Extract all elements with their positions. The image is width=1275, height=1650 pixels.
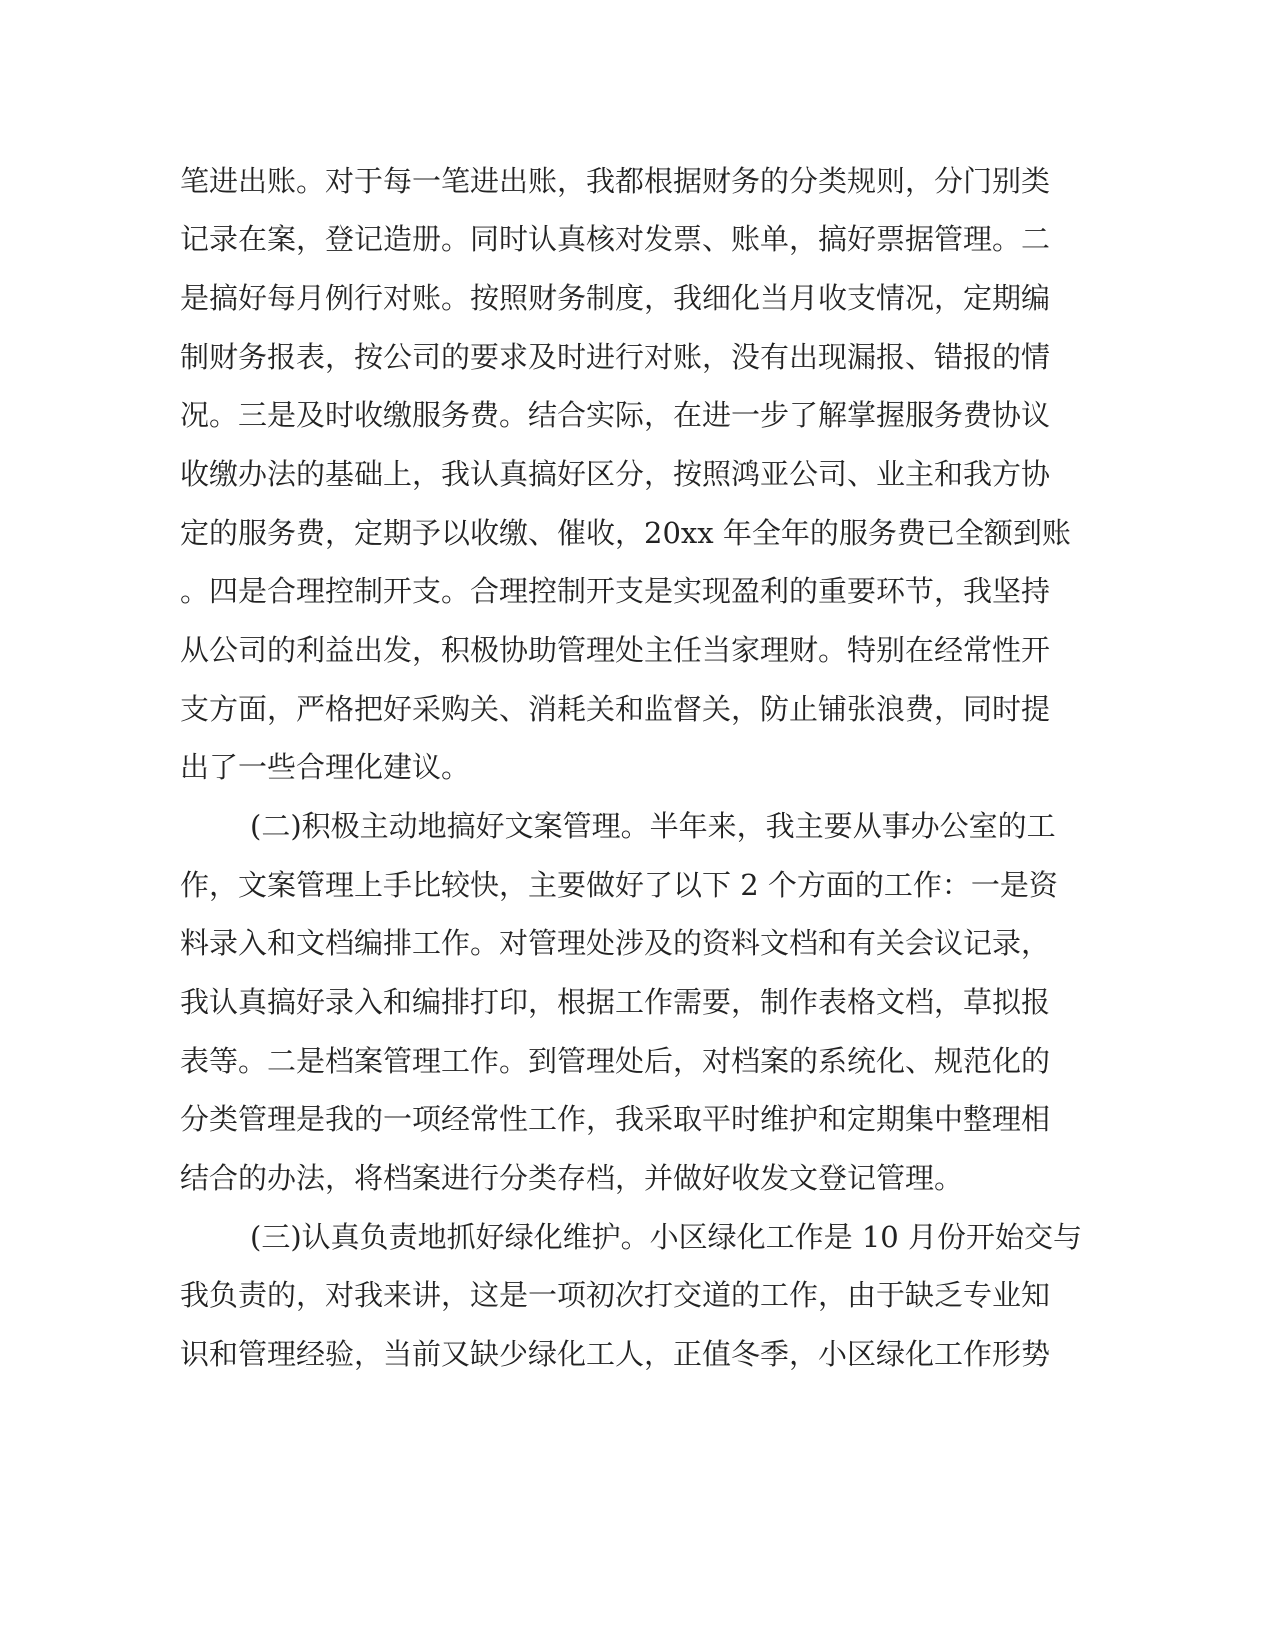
text-line: 识和管理经验，当前又缺少绿化工人，正值冬季，小区绿化工作形势 <box>180 1337 1051 1371</box>
text-line: 分类管理是我的一项经常性工作，我采取平时维护和定期集中整理相 <box>180 1102 1051 1136</box>
text-line: 作，文案管理上手比较快，主要做好了以下 2 个方面的工作：一是资 <box>180 868 1058 902</box>
text-line: 。四是合理控制开支。合理控制开支是实现盈利的重要环节，我坚持 <box>180 574 1051 608</box>
text-line: 况。三是及时收缴服务费。结合实际，在进一步了解掌握服务费协议 <box>180 398 1051 432</box>
text-line: 从公司的利益出发，积极协助管理处主任当家理财。特别在经常性开 <box>180 633 1051 667</box>
text-line: (三)认真负责地抓好绿化维护。小区绿化工作是 10 月份开始交与 <box>250 1220 1082 1254</box>
text-line: 笔进出账。对于每一笔进出账，我都根据财务的分类规则，分门别类 <box>180 164 1051 198</box>
text-line: 记录在案，登记造册。同时认真核对发票、账单，搞好票据管理。二 <box>180 222 1051 256</box>
text-line: 我认真搞好录入和编排打印，根据工作需要，制作表格文档，草拟报 <box>180 985 1051 1019</box>
text-line: 支方面，严格把好采购关、消耗关和监督关，防止铺张浪费，同时提 <box>180 692 1051 726</box>
text-line: 表等。二是档案管理工作。到管理处后，对档案的系统化、规范化的 <box>180 1044 1051 1078</box>
text-line: (二)积极主动地搞好文案管理。半年来，我主要从事办公室的工 <box>250 809 1056 843</box>
text-line: 出了一些合理化建议。 <box>180 750 471 784</box>
text-line: 料录入和文档编排工作。对管理处涉及的资料文档和有关会议记录， <box>180 926 1051 960</box>
text-line: 收缴办法的基础上，我认真搞好区分，按照鸿亚公司、业主和我方协 <box>180 457 1051 491</box>
text-line: 定的服务费，定期予以收缴、催收，20xx 年全年的服务费已全额到账 <box>180 516 1071 550</box>
text-line: 我负责的，对我来讲，这是一项初次打交道的工作，由于缺乏专业知 <box>180 1278 1051 1312</box>
text-line: 结合的办法，将档案进行分类存档，并做好收发文登记管理。 <box>180 1161 964 1195</box>
text-line: 制财务报表，按公司的要求及时进行对账，没有出现漏报、错报的情 <box>180 340 1051 374</box>
text-line: 是搞好每月例行对账。按照财务制度，我细化当月收支情况，定期编 <box>180 281 1051 315</box>
